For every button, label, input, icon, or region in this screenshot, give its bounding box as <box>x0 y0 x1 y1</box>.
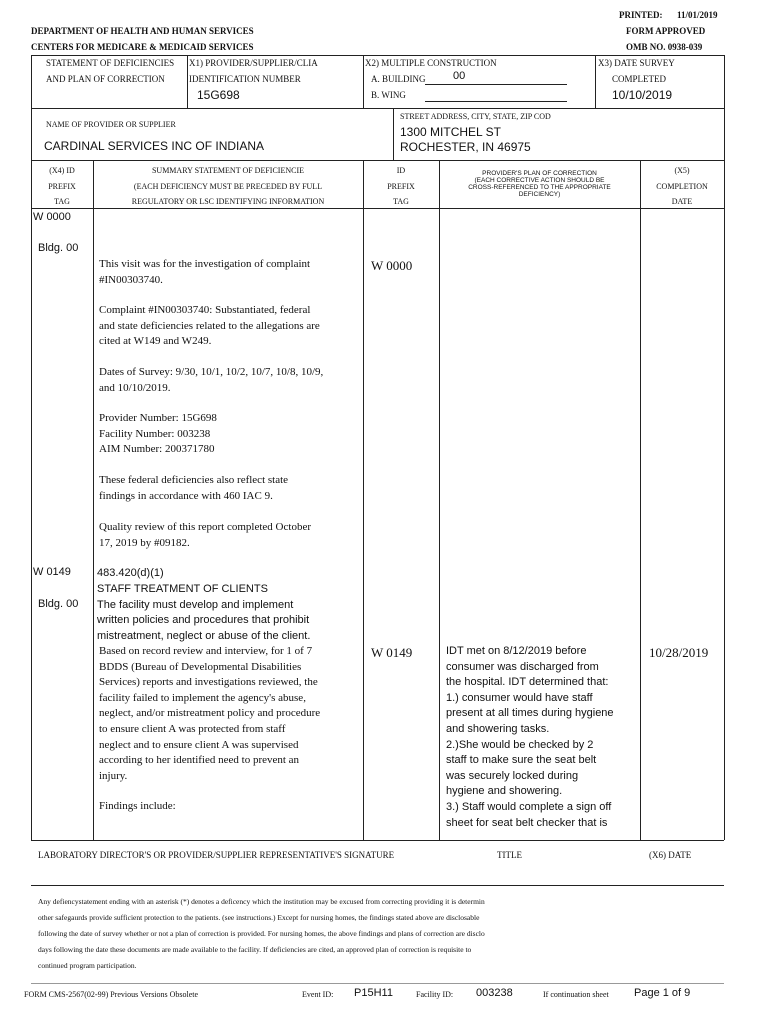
paragraph-dates: Dates of Survey: 9/30, 10/1, 10/2, 10/7, 10/8, 10/9, and 10/10/2019. <box>99 366 324 394</box>
rule <box>187 55 188 108</box>
page-number: Page 1 of 9 <box>634 987 691 999</box>
completion-date: 10/28/2019 <box>649 645 709 660</box>
printed-label: PRINTED: <box>619 10 663 20</box>
building-tag-1: Bldg. 00 <box>38 242 79 254</box>
department-title: DEPARTMENT OF HEALTH AND HUMAN SERVICES <box>31 26 254 36</box>
statement-label-1: STATEMENT OF DEFICIENCIES <box>46 58 175 68</box>
facility-id-label: Facility ID: <box>416 990 454 999</box>
address-label: STREET ADDRESS, CITY, STATE, ZIP COD <box>400 112 551 121</box>
id-header-3: TAG <box>393 197 409 206</box>
form-approved: FORM APPROVED <box>626 26 706 36</box>
form-identifier: FORM CMS-2567(02-99) Previous Versions Obsolete <box>24 990 199 999</box>
facility-id-value: 003238 <box>476 987 513 999</box>
building-label: A. BUILDING <box>371 74 426 84</box>
regulation-text: 483.420(d)(1) STAFF TREATMENT OF CLIENTS The facility must develop and implement written policies and procedures that prohibit mistreatment, neglect or abuse of the client. <box>97 567 311 643</box>
title-label: TITLE <box>497 850 522 860</box>
signature-label: LABORATORY DIRECTOR'S OR PROVIDER/SUPPLIER REPRESENTATIVE'S SIGNATURE <box>38 850 395 860</box>
x6-date-label: (X6) DATE <box>649 850 692 860</box>
paragraph-numbers: Provider Number: 15G698 Facility Number: 003238 AIM Number: 200371780 <box>99 412 217 455</box>
paragraph-complaint: Complaint #IN00303740: Substantiated, federal and state deficiencies related to the allegations are cited at W149 and W249. <box>99 304 320 347</box>
rule <box>31 160 724 161</box>
plan-header-2: (EACH CORRECTIVE ACTION SHOULD BE <box>474 177 605 184</box>
building-value: 00 <box>425 70 567 85</box>
x4-header-1: (X4) ID <box>49 166 75 175</box>
tag-w0149: W 0149 <box>33 566 71 578</box>
cms-title: CENTERS FOR MEDICARE & MEDICAID SERVICES <box>31 42 254 52</box>
x5-header-3: DATE <box>671 197 693 206</box>
building-tag-2: Bldg. 00 <box>38 598 79 610</box>
rule <box>363 55 364 108</box>
event-id-label: Event ID: <box>302 990 334 999</box>
survey-date-value: 10/10/2019 <box>612 88 673 102</box>
rule <box>31 840 724 841</box>
plan-header-4: DEFICIENCY) <box>518 191 561 198</box>
x5-header-2: COMPLETION <box>656 182 708 191</box>
rule <box>595 55 596 108</box>
x2-label: X2) MULTIPLE CONSTRUCTION <box>365 58 497 68</box>
summary-header-1: SUMMARY STATEMENT OF DEFICIENCIE <box>151 166 305 175</box>
provider-id-value: 15G698 <box>197 88 240 102</box>
plan-header-3: CROSS-REFERENCED TO THE APPROPRIATE <box>468 184 611 191</box>
id-tag-w0000: W 0000 <box>371 258 413 273</box>
id-tag-w0149: W 0149 <box>371 645 413 660</box>
provider-name-value: CARDINAL SERVICES INC OF INDIANA <box>44 139 265 153</box>
plan-header-1: PROVIDER'S PLAN OF CORRECTION <box>482 170 597 177</box>
paragraph-quality-review: Quality review of this report completed October 17, 2019 by #09182. <box>99 521 311 549</box>
disclaimer-text: Any defiencystatement ending with an asterisk (*) denotes a deficency which the institution may be excused from correcting providing it is determin other safegaurds provide sufficient protection to the patients. (see instructions.) Except for nursing homes, the findings stated above are disclosable following the date of survey whether or not a plan of correction is provided. For nursing homes, the above findings and plans of correction are disclo days following the date these documents are made available to the facility. If deficiencies are cited, an approved plan of correction is requisite to continued program participation. <box>38 897 485 970</box>
rule <box>393 108 394 160</box>
x1-label: X1) PROVIDER/SUPPLIER/CLIA <box>189 58 318 68</box>
continuation-label: If continuation sheet <box>543 990 609 999</box>
wing-value-line <box>425 86 567 102</box>
x5-header-1: (X5) <box>674 166 690 175</box>
x4-header-3: TAG <box>54 197 70 206</box>
id-header-1: ID <box>396 166 406 175</box>
rule <box>363 160 364 840</box>
tag-w0000: W 0000 <box>33 211 71 223</box>
summary-header-2: (EACH DEFICIENCY MUST BE PRECEDED BY FULL <box>133 182 323 191</box>
omb-number: OMB NO. 0938-039 <box>626 42 703 52</box>
event-id-value: P15H11 <box>354 987 393 999</box>
findings-include: Findings include: <box>99 800 176 812</box>
paragraph-visit: This visit was for the investigation of complaint #IN00303740. <box>99 258 311 286</box>
x3-label: X3) DATE SURVEY <box>598 58 675 68</box>
summary-header-3: REGULATORY OR LSC IDENTIFYING INFORMATION <box>131 197 325 206</box>
rule <box>724 55 725 840</box>
rule <box>93 160 94 840</box>
provider-name-label: NAME OF PROVIDER OR SUPPLIER <box>46 120 176 129</box>
statement-label-2: AND PLAN OF CORRECTION <box>46 74 165 84</box>
x4-header-2: PREFIX <box>48 182 76 191</box>
rule <box>640 160 641 840</box>
printed-date: 11/01/2019 <box>677 10 718 20</box>
rule <box>31 983 724 984</box>
rule <box>31 108 724 109</box>
x3-sublabel: COMPLETED <box>612 74 666 84</box>
address-line-2: ROCHESTER, IN 46975 <box>400 140 531 154</box>
x1-sublabel: IDENTIFICATION NUMBER <box>189 74 301 84</box>
paragraph-state-findings: These federal deficiencies also reflect state findings in accordance with 460 IAC 9. <box>99 474 289 502</box>
plan-of-correction-text: IDT met on 8/12/2019 before consumer was discharged from the hospital. IDT determined that: 1.) consumer would have staff present at all times during hygiene and showering tasks. 2.)She would be checked by 2 staff to make sure the seat belt was securely locked during hygiene and showering. 3.) Staff would complete a sign off sheet for seat belt checker that is <box>446 645 614 829</box>
rule <box>439 160 440 840</box>
wing-label: B. WING <box>371 90 406 100</box>
rule <box>31 55 724 56</box>
rule <box>31 208 724 209</box>
address-line-1: 1300 MITCHEL ST <box>400 125 501 139</box>
id-header-2: PREFIX <box>387 182 415 191</box>
paragraph-findings-summary: Based on record review and interview, for 1 of 7 BDDS (Bureau of Developmental Disabilities Services) reports and investigations reviewed, the facility failed to implement the agency's abuse, neglect, and/or mistreatment policy and procedure to ensure client A was protected from staff neglect and to ensure client A was supervised according to her identified need to prevent an injury. <box>99 645 321 782</box>
rule <box>31 885 724 886</box>
